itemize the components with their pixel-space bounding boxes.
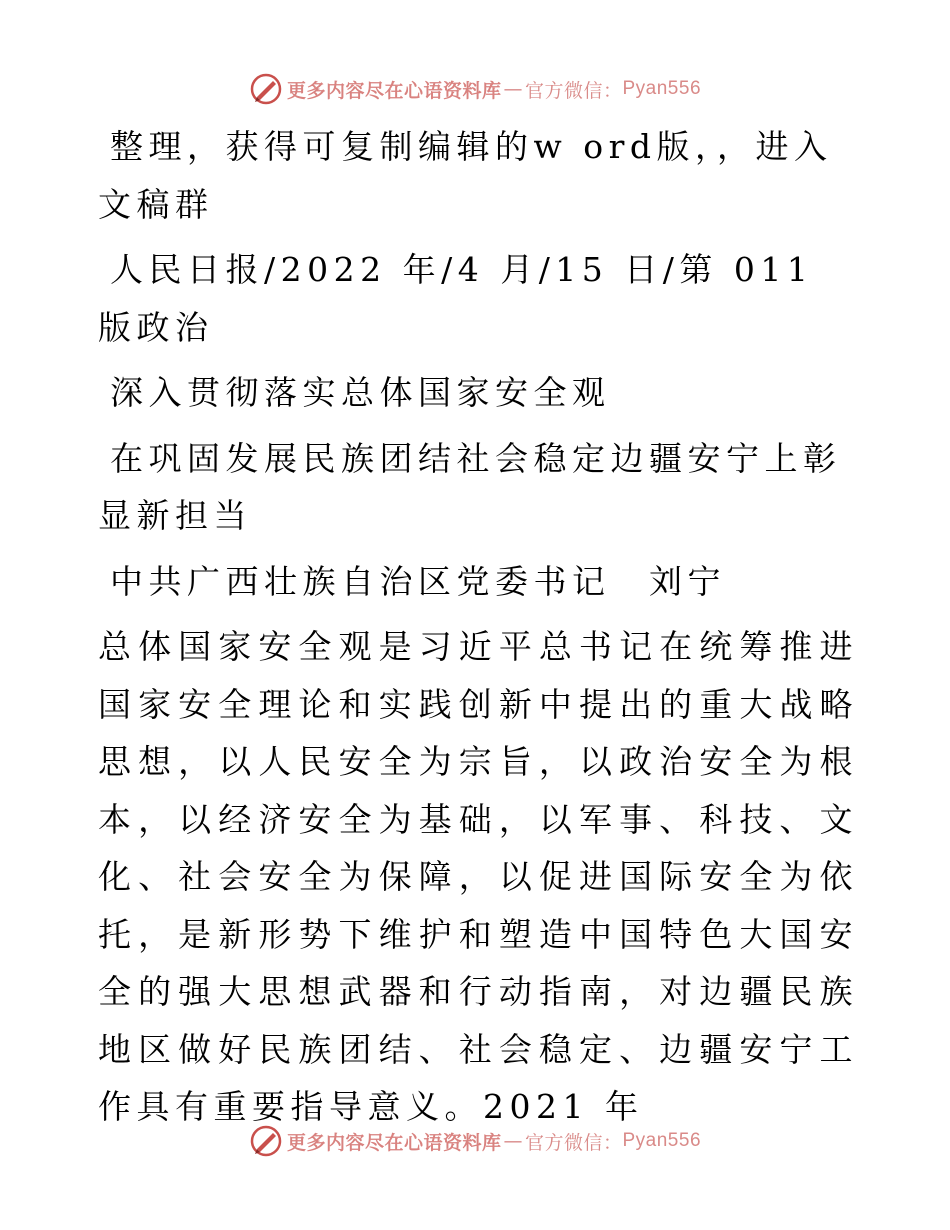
watermark-contact-id: Pyan556 bbox=[622, 78, 702, 99]
body-text: 总体国家安全观是习近平总书记在统筹推进国家安全理论和实践创新中提出的重大战略思想，以人民安全为宗旨，以政治安全为根本，以经济安全为基础，以军事、科技、文化、社会安全为保障，以促进国际安全为依托，是新形势下维护和塑造中国特色大国安全的强大思想武器和行动指南，对边疆民族地区做好民族团结、社会稳定、边疆安宁工作具有重要指导意义。2021 年 bbox=[98, 627, 858, 1126]
author-text: 中共广西壮族自治区党委书记 刘宁 bbox=[110, 561, 726, 601]
watermark-separator: — bbox=[503, 1130, 523, 1152]
body-paragraph bbox=[98, 618, 858, 1136]
watermark-site: 更多内容尽在心语资料库 bbox=[286, 1131, 502, 1154]
watermark-contact-label: 官方微信： bbox=[524, 79, 623, 102]
pen-circle-icon bbox=[249, 1124, 283, 1158]
author-line bbox=[98, 553, 858, 611]
headline-primary-text: 深入贯彻落实总体国家安全观 bbox=[110, 373, 611, 412]
headline-primary bbox=[98, 364, 858, 422]
headline-secondary-text: 在巩固发展民族团结社会稳定边疆安宁上彰显新担当 bbox=[98, 438, 842, 535]
watermark-contact-id: Pyan556 bbox=[622, 1130, 702, 1151]
source-line bbox=[98, 241, 858, 356]
watermark-contact-label: 官方微信： bbox=[524, 1131, 623, 1154]
headline-secondary bbox=[98, 430, 858, 545]
footer-watermark bbox=[0, 1124, 950, 1158]
intro-line bbox=[98, 118, 858, 233]
watermark-separator: — bbox=[503, 78, 523, 100]
intro-text: 整理，获得可复制编辑的w ord版，，进入文稿群 bbox=[98, 127, 833, 224]
pen-circle-icon bbox=[249, 72, 283, 106]
source-text: 人民日报/2022 年/4 月/15 日/第 011 版政治 bbox=[98, 250, 814, 347]
watermark-site: 更多内容尽在心语资料库 bbox=[286, 79, 502, 102]
document-content bbox=[98, 118, 858, 1136]
header-watermark bbox=[0, 72, 950, 106]
